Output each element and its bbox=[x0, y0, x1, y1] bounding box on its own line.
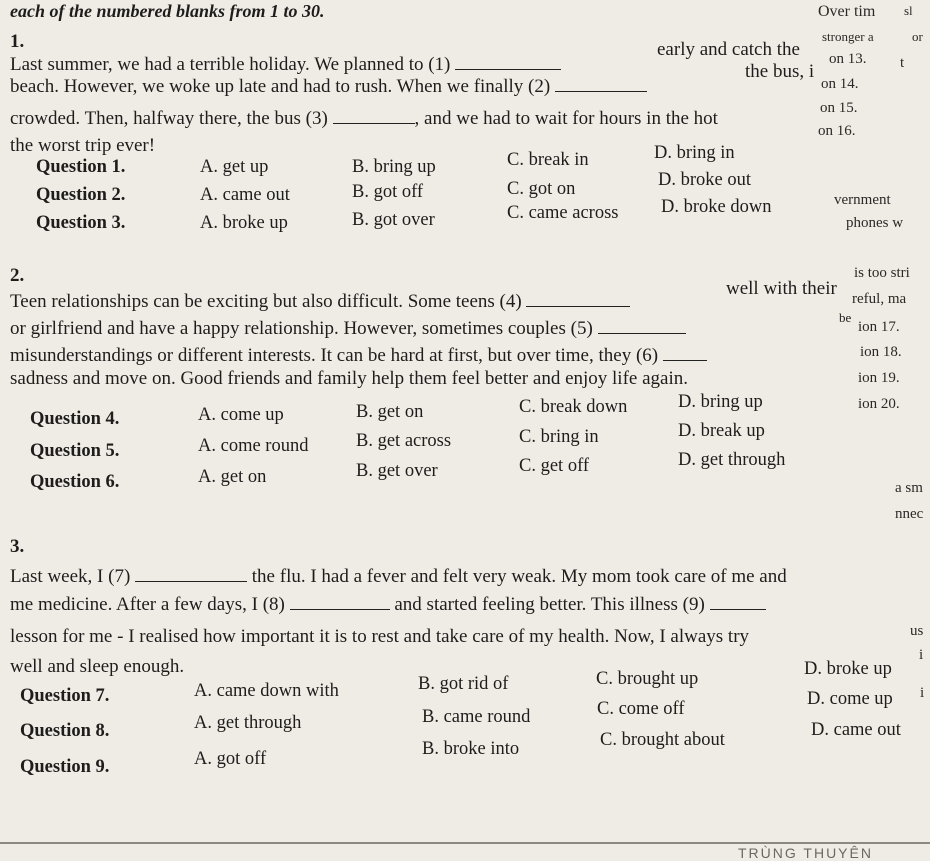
passage-text: be bbox=[839, 310, 852, 325]
answer-blank[interactable] bbox=[333, 108, 415, 124]
option[interactable]: A. get through bbox=[194, 713, 302, 733]
answer-blank[interactable] bbox=[663, 345, 707, 361]
option[interactable]: A. got off bbox=[194, 749, 267, 769]
option[interactable]: D. come up bbox=[807, 689, 893, 709]
passage-text: beach. However, we woke up late and had to rush. When we finally (2) bbox=[10, 76, 551, 97]
bg-fragment: Over tim bbox=[818, 3, 876, 20]
bg-fragment: i bbox=[920, 685, 925, 701]
option[interactable]: C. got on bbox=[507, 179, 576, 199]
passage-text: Teen relationships can be exciting but also difficult. Some teens (4) bbox=[10, 291, 522, 312]
passage-line bbox=[10, 291, 630, 311]
option[interactable]: B. got over bbox=[352, 210, 435, 230]
passage-text: misunderstandings or different interests. It can be hard at first, but over time, they (6) bbox=[10, 345, 659, 366]
question-label: Question 6. bbox=[30, 472, 120, 492]
option[interactable]: D. broke up bbox=[804, 659, 892, 679]
bg-fragment: sl bbox=[904, 3, 913, 18]
question-label: Question 7. bbox=[20, 686, 110, 706]
passage-text: early and catch the bbox=[657, 39, 800, 60]
passage-text: crowded. Then, halfway there, the bus (3) bbox=[10, 108, 328, 129]
option[interactable]: D. bring in bbox=[654, 143, 735, 163]
option[interactable]: B. got off bbox=[352, 182, 424, 202]
option[interactable]: C. brought up bbox=[596, 669, 699, 689]
section-number: 1. bbox=[10, 31, 25, 52]
option[interactable]: D. get through bbox=[678, 450, 786, 470]
passage-text: , and we had to wait for hours in the hot bbox=[414, 108, 718, 129]
option[interactable]: D. broke out bbox=[658, 170, 751, 190]
option[interactable]: C. brought about bbox=[600, 730, 725, 750]
passage-text: well and sleep enough. bbox=[10, 656, 185, 677]
bg-fragment: i bbox=[919, 647, 924, 663]
answer-blank[interactable] bbox=[135, 566, 247, 582]
question-label: Question 9. bbox=[20, 757, 110, 777]
bg-fragment: on 14. bbox=[821, 76, 859, 92]
bg-fragment: on 15. bbox=[820, 100, 858, 116]
bg-fragment: or bbox=[912, 29, 923, 44]
passage-line bbox=[10, 318, 686, 338]
passage-text: lesson for me - I realised how important it is to rest and take care of my health. Now, I always try bbox=[10, 626, 750, 647]
option[interactable]: C. come off bbox=[597, 699, 685, 719]
answer-blank[interactable] bbox=[555, 76, 647, 92]
passage-text: well with their bbox=[726, 278, 837, 299]
section-number: 3. bbox=[10, 536, 25, 557]
bg-fragment: nnec bbox=[895, 506, 924, 522]
passage-text: me medicine. After a few days, I (8) bbox=[10, 594, 285, 615]
passage-text: or girlfriend and have a happy relationship. However, sometimes couples (5) bbox=[10, 318, 593, 339]
question-label: Question 5. bbox=[30, 441, 120, 461]
passage-line bbox=[10, 54, 561, 74]
option[interactable]: C. get off bbox=[519, 456, 590, 476]
question-label: Question 8. bbox=[20, 721, 110, 741]
answer-blank[interactable] bbox=[455, 54, 561, 70]
bg-fragment: ion 20. bbox=[858, 396, 900, 412]
answer-blank[interactable] bbox=[290, 594, 390, 610]
bg-fragment: reful, ma bbox=[852, 291, 907, 307]
answer-blank[interactable] bbox=[710, 594, 766, 610]
bg-fragment: on 16. bbox=[818, 123, 856, 139]
passage-line bbox=[10, 594, 766, 614]
option[interactable]: B. get on bbox=[356, 402, 424, 422]
passage-text: the flu. I had a fever and felt very weak. My mom took care of me and bbox=[251, 566, 787, 587]
option[interactable]: C. break in bbox=[507, 150, 589, 170]
passage-text: and started feeling better. This illness (9) bbox=[394, 594, 705, 615]
bg-fragment: vernment bbox=[834, 192, 891, 208]
option[interactable]: A. came down with bbox=[194, 681, 339, 701]
question-label: Question 1. bbox=[36, 157, 126, 177]
bg-watermark: TRÙNG THUYÊN bbox=[738, 845, 873, 861]
passage-text: Last summer, we had a terrible holiday. We planned to (1) bbox=[10, 54, 451, 75]
option[interactable]: B. got rid of bbox=[418, 674, 509, 694]
bg-fragment: us bbox=[910, 623, 924, 639]
option[interactable]: D. broke down bbox=[661, 197, 772, 217]
option[interactable]: A. get up bbox=[200, 157, 269, 177]
bottom-divider bbox=[0, 842, 930, 844]
option[interactable]: C. bring in bbox=[519, 427, 599, 447]
option[interactable]: D. break up bbox=[678, 421, 765, 441]
passage-line bbox=[10, 566, 787, 586]
option[interactable]: B. bring up bbox=[352, 157, 436, 177]
option[interactable]: B. broke into bbox=[422, 739, 520, 759]
answer-blank[interactable] bbox=[598, 318, 686, 334]
option[interactable]: B. came round bbox=[422, 707, 531, 727]
option[interactable]: A. come round bbox=[198, 436, 309, 456]
option[interactable]: A. get on bbox=[198, 467, 267, 487]
option[interactable]: B. get across bbox=[356, 431, 452, 451]
bg-fragment: a sm bbox=[895, 480, 923, 496]
passage-line bbox=[10, 108, 718, 128]
passage-line bbox=[10, 345, 707, 365]
question-label: Question 2. bbox=[36, 185, 126, 205]
bg-fragment: is too stri bbox=[854, 265, 910, 281]
option[interactable]: C. break down bbox=[519, 397, 628, 417]
question-label: Question 3. bbox=[36, 213, 126, 233]
bg-fragment: ion 19. bbox=[858, 370, 900, 386]
instruction-text: each of the numbered blanks from 1 to 30. bbox=[10, 1, 325, 21]
option[interactable]: D. came out bbox=[811, 720, 901, 740]
option[interactable]: C. came across bbox=[507, 203, 619, 223]
passage-text: Last week, I (7) bbox=[10, 566, 131, 587]
passage-line bbox=[10, 76, 647, 96]
bg-fragment: stronger a bbox=[822, 29, 874, 44]
option[interactable]: A. come up bbox=[198, 405, 284, 425]
passage-text: sadness and move on. Good friends and family help them feel better and enjoy life again. bbox=[10, 368, 688, 389]
bg-fragment: ion 18. bbox=[860, 344, 902, 360]
bg-fragment: on 13. bbox=[829, 51, 867, 67]
bg-fragment: t bbox=[900, 55, 905, 71]
passage-text: the bus, i bbox=[745, 61, 815, 82]
option[interactable]: A. came out bbox=[200, 185, 290, 205]
option[interactable]: B. get over bbox=[356, 461, 438, 481]
question-label: Question 4. bbox=[30, 409, 120, 429]
bg-fragment: ion 17. bbox=[858, 319, 900, 335]
bg-fragment: phones w bbox=[846, 215, 904, 231]
answer-blank[interactable] bbox=[526, 291, 630, 307]
passage-text: the worst trip ever! bbox=[10, 135, 156, 156]
option[interactable]: A. broke up bbox=[200, 213, 288, 233]
section-number: 2. bbox=[10, 265, 25, 286]
option[interactable]: D. bring up bbox=[678, 392, 763, 412]
